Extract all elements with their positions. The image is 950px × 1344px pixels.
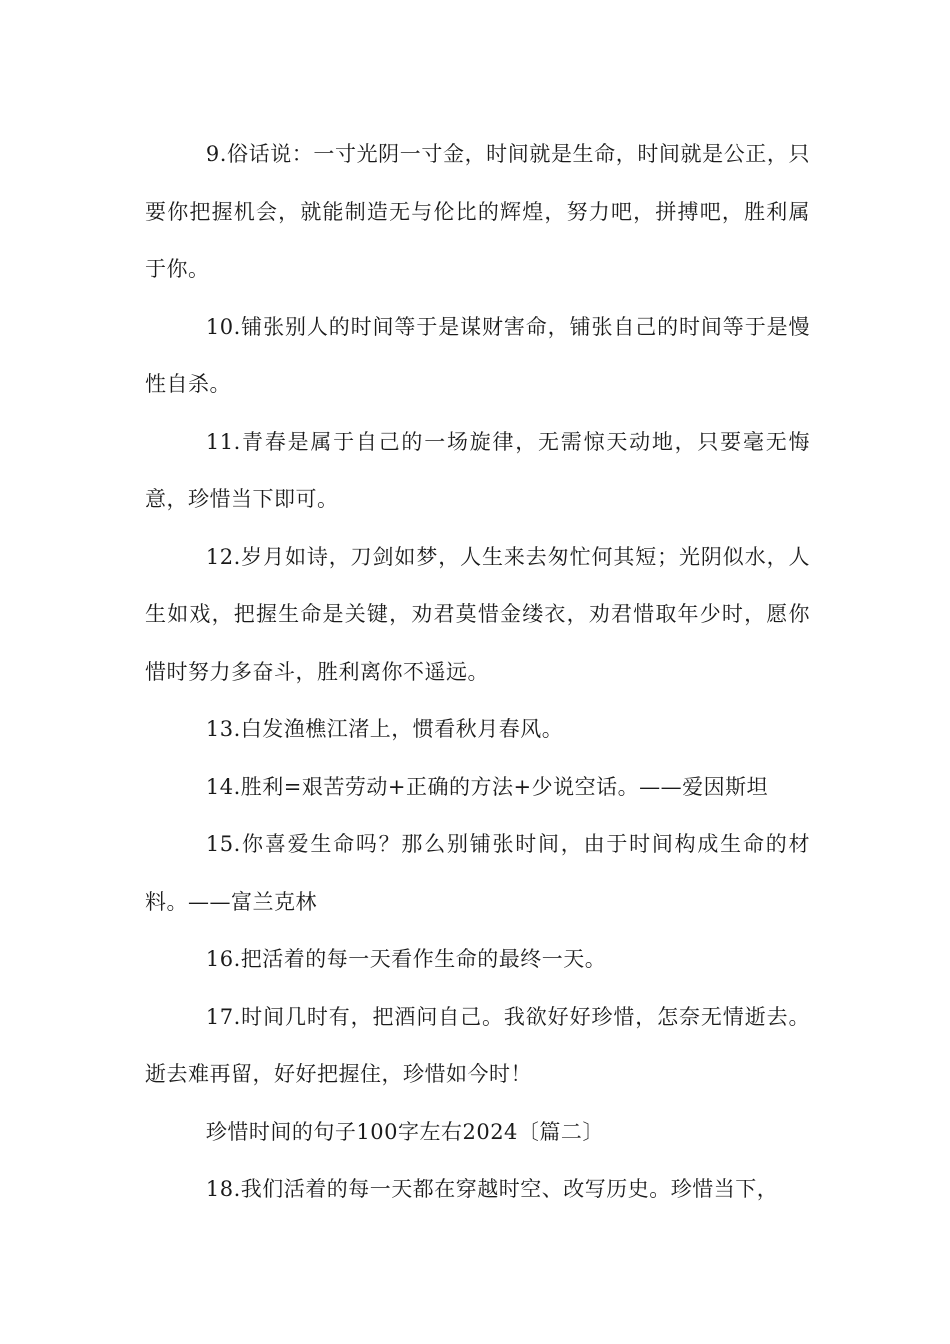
- paragraph-12: 12.岁月如诗，刀剑如梦，人生来去匆忙何其短；光阴似水，人生如戏，把握生命是关键，劝君莫惜金缕衣，劝君惜取年少时，愿你惜时努力多奋斗，胜利离你不遥远。: [145, 544, 810, 684]
- paragraph-13: 13.白发渔樵江渚上，惯看秋月春风。: [205, 717, 564, 741]
- paragraph-9: 9.俗话说：一寸光阴一寸金，时间就是生命，时间就是公正，只要你把握机会，就能制造无与伦比的辉煌，努力吧，拼搏吧，胜利属于你。: [145, 142, 810, 281]
- section-heading: 珍惜时间的句子100字左右2024〔篇二〕: [205, 1119, 604, 1144]
- paragraph-16: 16.把活着的每一天看作生命的最终一天。: [205, 947, 607, 971]
- paragraph-15: 15.你喜爱生命吗？那么别铺张时间，由于时间构成生命的材料。——富兰克林: [145, 832, 810, 914]
- paragraph-18: 18.我们活着的每一天都在穿越时空、改写历史。珍惜当下，: [205, 1177, 779, 1201]
- document-body: [145, 126, 810, 1219]
- paragraph-11: 11.青春是属于自己的一场旋律，无需惊天动地，只要毫无悔意，珍惜当下即可。: [145, 429, 810, 511]
- paragraph-17: 17.时间几时有，把酒问自己。我欲好好珍惜，怎奈无情逝去。逝去难再留，好好把握住，珍惜如今时！: [145, 1004, 810, 1086]
- paragraph-14: 14.胜利=艰苦劳动+正确的方法+少说空话。——爱因斯坦: [205, 774, 769, 799]
- paragraph-10: 10.铺张别人的时间等于是谋财害命，铺张自己的时间等于是慢性自杀。: [145, 314, 810, 396]
